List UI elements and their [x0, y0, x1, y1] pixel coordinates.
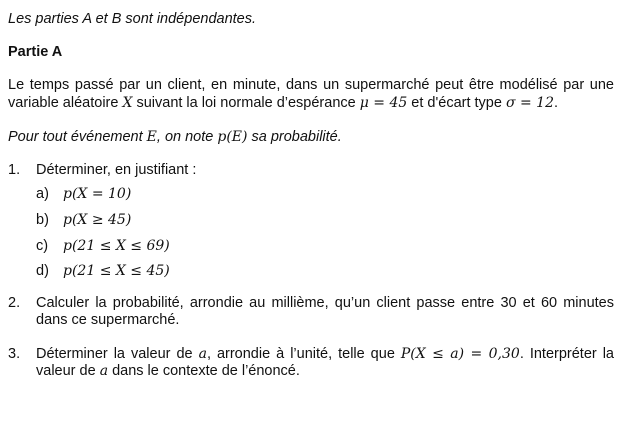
variable-a-2: a: [99, 363, 109, 379]
mean-value: μ = 45: [359, 95, 408, 111]
question-2-number: 2.: [8, 295, 21, 311]
notation-text-1: Pour tout événement: [8, 129, 147, 145]
variable-a: a: [198, 346, 207, 362]
item-d-expr: p(21 ≤ X ≤ 45): [63, 263, 170, 279]
notation-paragraph: [8, 129, 342, 146]
std-dev-value: σ = 12: [505, 95, 554, 111]
variable-x: X: [122, 95, 133, 111]
context-text-2: suivant la loi normale d’espérance: [132, 95, 360, 111]
item-c-expr: p(21 ≤ X ≤ 69): [63, 238, 170, 254]
item-a-expr: p(X = 10): [63, 186, 132, 202]
item-b-label: b): [36, 212, 49, 228]
notation-text-3: sa probabilité.: [247, 129, 342, 145]
question-1-text: Déterminer, en justifiant :: [36, 162, 197, 178]
question-3-number: 3.: [8, 346, 21, 362]
q3-text-2: , arrondie à l’unité, telle que: [206, 346, 401, 362]
probability-pe: p(E): [217, 129, 248, 145]
question-1-number: 1.: [8, 162, 21, 178]
q3-text-1: Déterminer la valeur de: [36, 346, 199, 362]
q3-text-3: . Interpréter la valeur de: [36, 346, 614, 379]
q3-expression: P(X ≤ a) = 0,30: [400, 346, 520, 362]
item-a-label: a): [36, 186, 49, 202]
question-2-text: Calculer la probabilité, arrondie au millième, qu’un client passe entre 30 et 60 minutes dans ce supermarché.: [36, 295, 614, 328]
intro-text: Les parties A et B sont indépendantes.: [8, 11, 257, 27]
item-c-label: c): [36, 238, 49, 254]
notation-text-2: , on note: [156, 129, 218, 145]
question-3-text: [36, 346, 614, 380]
item-b-expr: p(X ≥ 45): [63, 212, 132, 228]
q3-text-4: dans le contexte de l’énoncé.: [108, 363, 300, 379]
context-text-3: et d'écart type: [407, 95, 506, 111]
context-text-4: .: [553, 95, 559, 111]
part-a-title: Partie A: [8, 44, 63, 60]
context-text-1: Le temps passé par un client, en minute, dans un supermarché peut être modélisé par une variable aléatoire: [8, 77, 614, 111]
event-e: E: [146, 129, 157, 145]
context-paragraph: [8, 76, 614, 112]
item-d-label: d): [36, 263, 49, 279]
